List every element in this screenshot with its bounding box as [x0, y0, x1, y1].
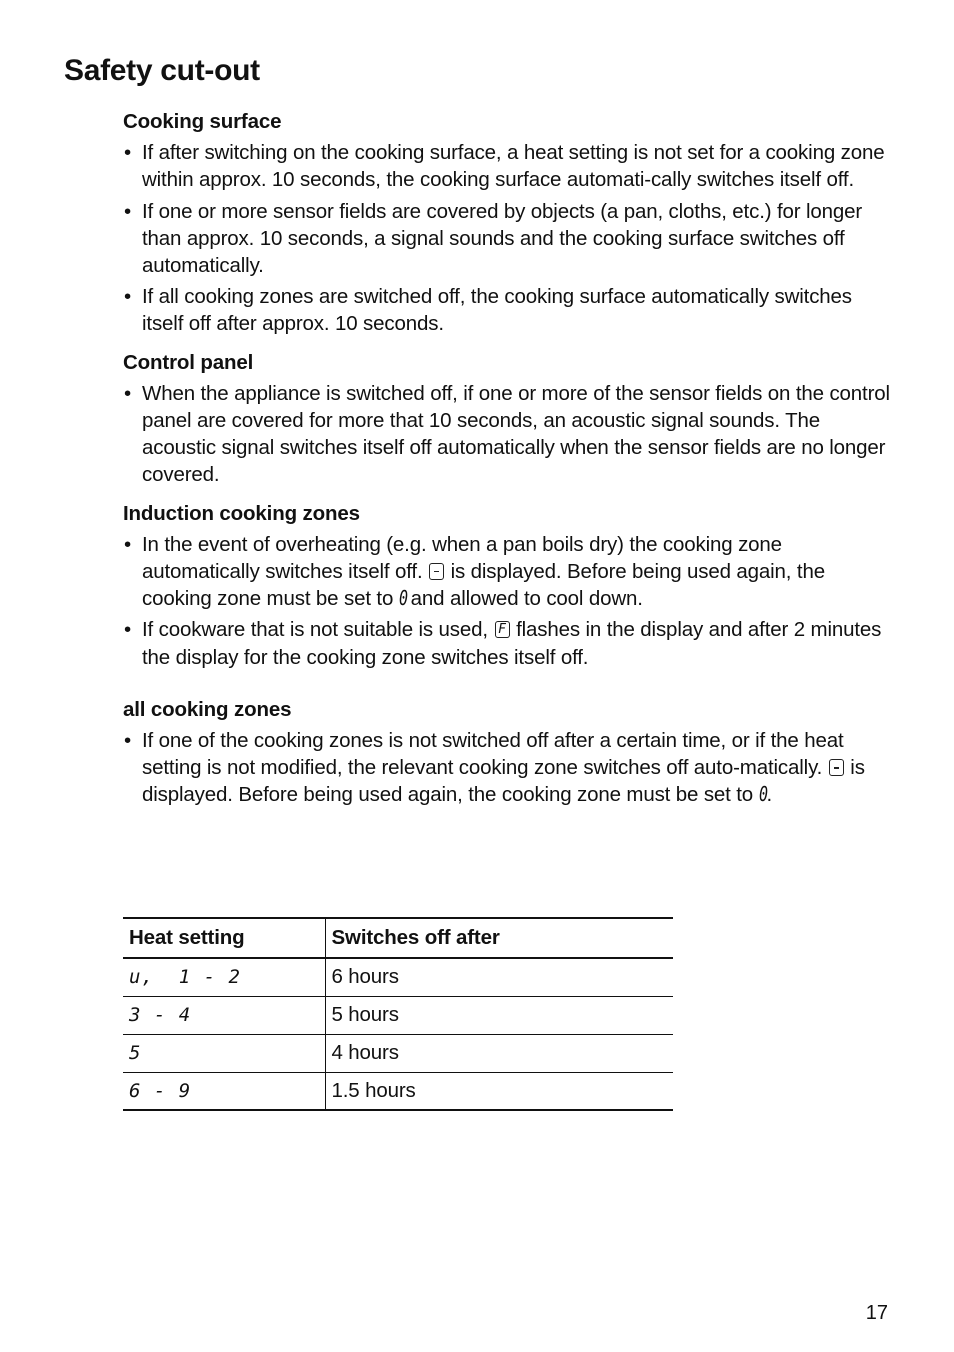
heat-setting-table: [123, 917, 673, 1111]
list-item: [123, 283, 893, 337]
heading-all-zones: all cooking zones: [123, 697, 292, 721]
list-item-text: and allowed to cool down.: [410, 587, 643, 611]
heading-induction: Induction cooking zones: [123, 501, 360, 525]
table-header-row: [123, 918, 673, 958]
list-item: [123, 727, 893, 809]
fault-f-glyph: F: [498, 622, 506, 638]
heat-setting-cell: 6 - 9: [123, 1072, 325, 1110]
list-item: [123, 198, 893, 280]
switch-off-time-cell: 1.5 hours: [325, 1072, 673, 1110]
table-row: [123, 1034, 673, 1072]
bullet-dot: •: [124, 141, 132, 165]
main-content: [123, 108, 893, 813]
list-item-text: If after switching on the cooking surface, a heat setting is not set for a cooking zone within approx. 10 seconds, the cooking surface automati-cally switches itself off.: [142, 141, 885, 192]
fault-f-icon: [495, 621, 510, 638]
page-number: 17: [865, 1302, 888, 1324]
list-item-text: flashes in the display and after 2 minutes the display for the cooking zone switches itself off.: [142, 618, 882, 669]
switch-off-time-cell: 4 hours: [325, 1034, 673, 1072]
list-item-text: If one of the cooking zones is not switched off after a certain time, or if the heat setting is not modified, the relevant cooking zone switches off auto-matically.: [142, 729, 844, 780]
section-cooking-surface: [123, 108, 893, 338]
page-title: Safety cut-out: [64, 54, 260, 87]
list-item: [123, 380, 893, 489]
bullet-dot: •: [124, 199, 132, 223]
column-header-switches-off-after: Switches off after: [325, 918, 673, 958]
zero-display-symbol: 0: [758, 782, 768, 807]
bullet-dot: •: [124, 729, 132, 753]
heat-setting-cell: 5: [123, 1034, 325, 1072]
switch-off-time-cell: 6 hours: [325, 958, 673, 996]
section-all-zones: [123, 696, 893, 809]
list-item: [123, 139, 893, 193]
table-row: [123, 958, 673, 996]
zero-display-symbol: 0: [398, 586, 408, 611]
bullet-dot: •: [124, 618, 132, 642]
switch-off-time-cell: 5 hours: [325, 996, 673, 1034]
residual-heat-dash-icon: [829, 759, 844, 776]
table-row: [123, 1072, 673, 1110]
heat-setting-cell: u, 1 - 2: [123, 958, 325, 996]
table-row: [123, 996, 673, 1034]
list-item-text: is displayed. Before being used again, the cooking zone must be set to: [142, 756, 865, 807]
list-item: [123, 616, 893, 670]
bullet-dot: •: [124, 285, 132, 309]
section-induction: [123, 500, 893, 671]
list-item-text: If cookware that is not suitable is used,: [142, 618, 488, 642]
bullet-dot: •: [124, 532, 132, 556]
list-item: [123, 531, 893, 613]
section-control-panel: [123, 349, 893, 489]
list-item-text: If all cooking zones are switched off, the cooking surface automatically switches itself off after approx. 10 seconds.: [142, 285, 852, 336]
heading-cooking-surface: Cooking surface: [123, 110, 282, 133]
list-item-text: If one or more sensor fields are covered by objects (a pan, cloths, etc.) for longer than approx. 10 seconds, a signal sounds and the cooking surface switches off automatically.: [142, 199, 863, 278]
heading-control-panel: Control panel: [123, 350, 254, 374]
list-item-text: is displayed. Before being used again, the cooking zone must be set to: [142, 560, 825, 611]
bullet-dot: •: [124, 381, 132, 405]
column-header-heat-setting: Heat setting: [123, 918, 325, 958]
heat-setting-cell: 3 - 4: [123, 996, 325, 1034]
list-item-text: When the appliance is switched off, if one or more of the sensor fields on the control panel are covered for more that 10 seconds, an acoustic signal sounds. The acoustic signal switches itself off automatically when the sensor fields are no longer covered.: [142, 381, 890, 487]
residual-heat-dash-icon: [429, 563, 444, 580]
list-item-text: In the event of overheating (e.g. when a pan boils dry) the cooking zone automatically switches itself off.: [142, 532, 782, 584]
list-item-text: .: [766, 783, 773, 807]
